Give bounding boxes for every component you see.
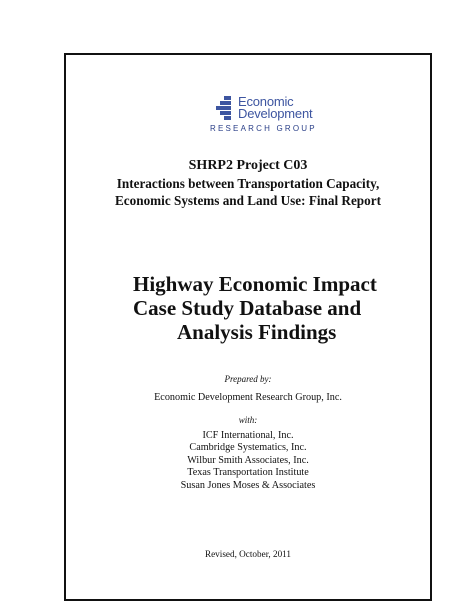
report-title-line-3: Analysis Findings bbox=[177, 320, 337, 344]
logo-text-economic: Economic bbox=[238, 94, 294, 109]
project-subtitle-line-2: Economic Systems and Land Use: Final Report bbox=[115, 193, 381, 208]
partner-item: Texas Transportation Institute bbox=[187, 467, 309, 479]
organization-logo bbox=[148, 94, 318, 136]
report-title-line-1: Highway Economic Impact bbox=[133, 272, 377, 296]
project-subtitle-line-1: Interactions between Transportation Capacity, bbox=[116, 176, 380, 191]
prepared-by-organization: Economic Development Research Group, Inc. bbox=[154, 392, 342, 403]
partner-item: Susan Jones Moses & Associates bbox=[180, 479, 316, 491]
report-title-line-2: Case Study Database and bbox=[133, 296, 362, 320]
project-title: SHRP2 Project C03 bbox=[188, 158, 308, 173]
partner-item: Wilbur Smith Associates, Inc. bbox=[187, 454, 309, 466]
with-label: with: bbox=[238, 415, 258, 425]
partner-item: Cambridge Systematics, Inc. bbox=[189, 442, 307, 454]
partner-item: ICF International, Inc. bbox=[202, 430, 294, 441]
logo-text-development: Development bbox=[238, 106, 313, 121]
project-subtitle bbox=[66, 175, 430, 209]
edr-logo-mark-icon bbox=[212, 96, 232, 120]
revision-date: Revised, October, 2011 bbox=[204, 549, 292, 559]
logo-text-research-group: RESEARCH GROUP bbox=[210, 124, 317, 133]
partner-list bbox=[66, 430, 430, 492]
report-title bbox=[66, 272, 430, 344]
prepared-by-label: Prepared by: bbox=[224, 374, 272, 384]
